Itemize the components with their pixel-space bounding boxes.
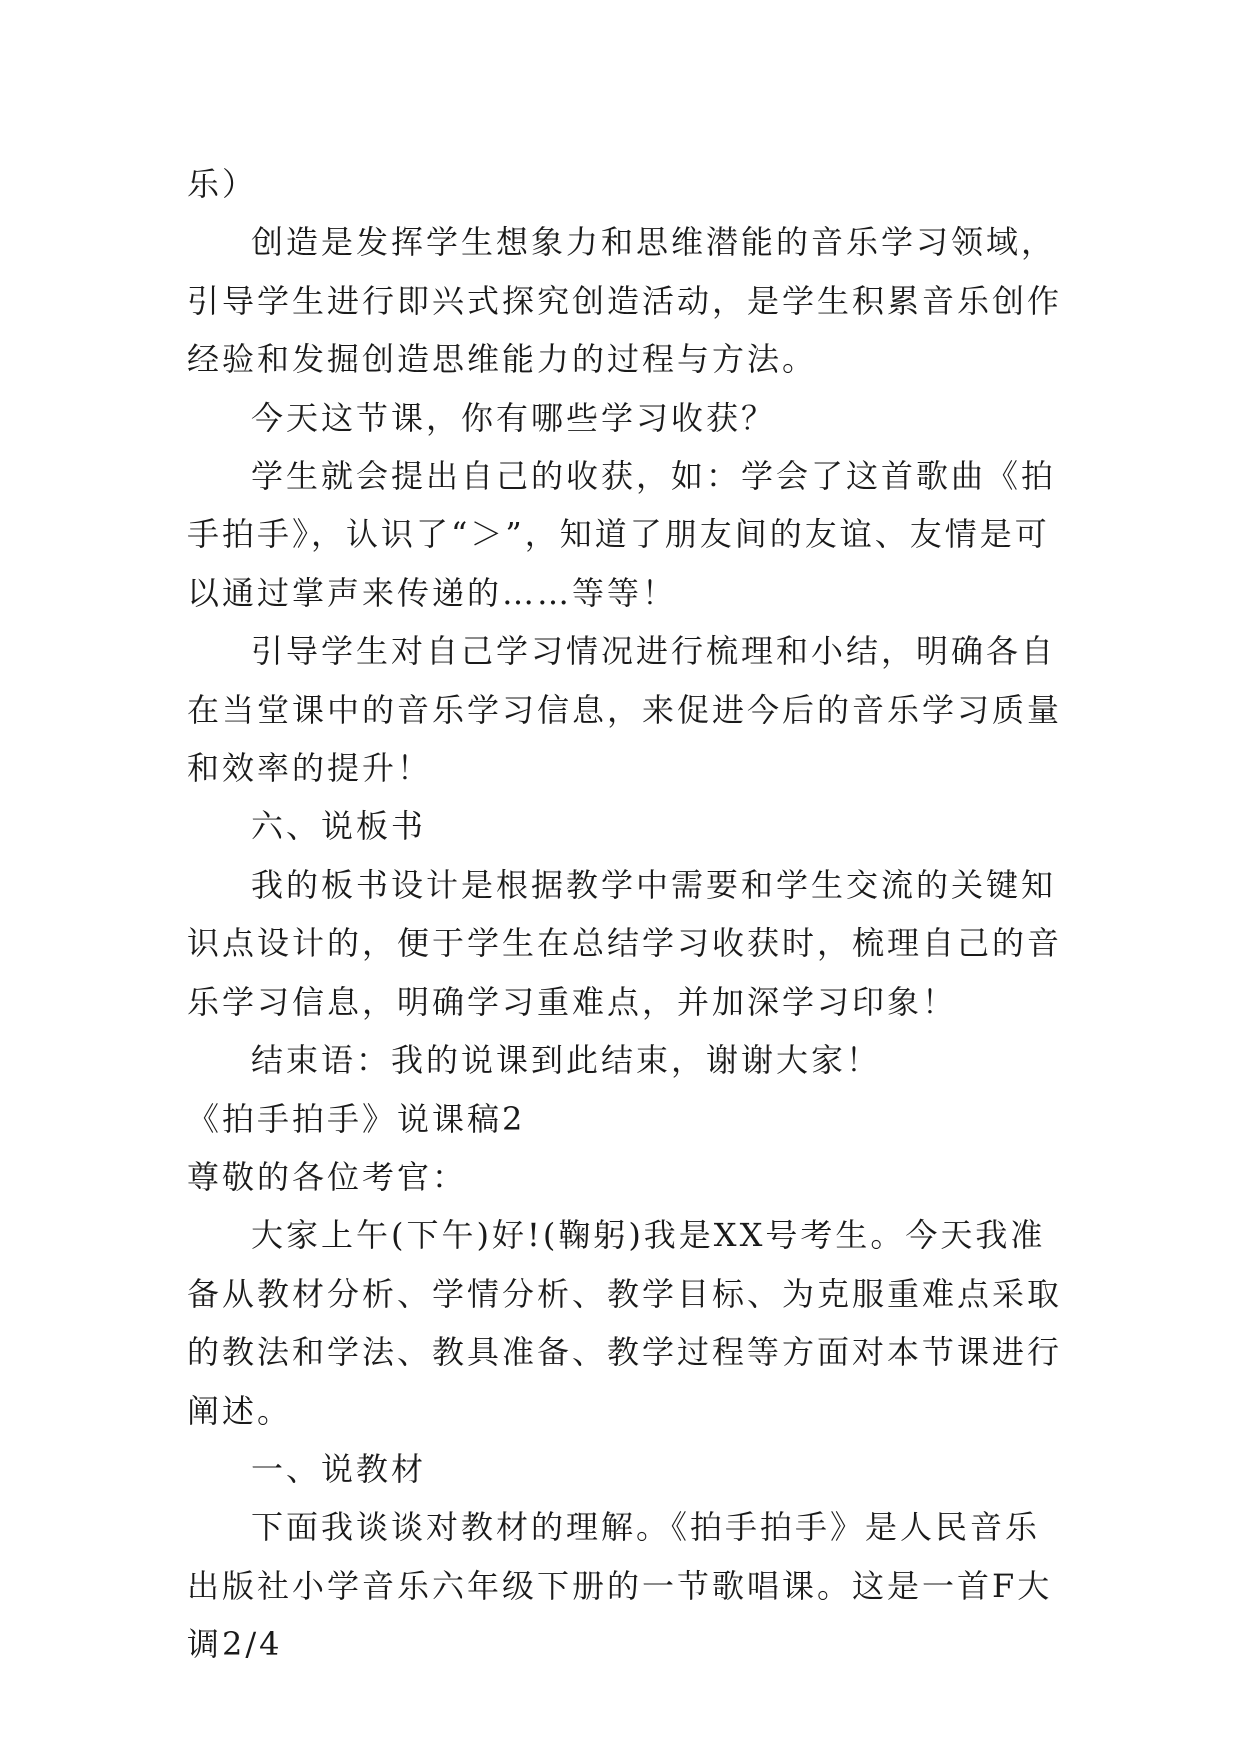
document-body xyxy=(187,155,1067,1674)
paragraph-summary-guidance: 引导学生对自己学习情况进行梳理和小结，明确各自在当堂课中的音乐学习信息，来促进今后的音乐学习质量和效率的提升！ xyxy=(187,632,1063,788)
section-heading-board-design: 六、说板书 xyxy=(251,807,427,846)
paragraph-introduction: 大家上午(下午)好!(鞠躬)我是XX号考生。今天我准备从教材分析、学情分析、教学目标、为克服重难点采取的教法和学法、教具准备、教学过程等方面对本节课进行阐述。 xyxy=(187,1216,1063,1430)
paragraph-board-design: 我的板书设计是根据教学中需要和学生交流的关键知识点设计的，便于学生在总结学习收获时，梳理自己的音乐学习信息，明确学习重难点，并加深学习印象！ xyxy=(187,865,1063,1021)
section-heading-textbook: 一、说教材 xyxy=(251,1449,427,1488)
paragraph-closing: 结束语：我的说课到此结束，谢谢大家！ xyxy=(251,1041,882,1080)
paragraph-continuation: 乐） xyxy=(187,165,258,203)
salutation: 尊敬的各位考官： xyxy=(187,1157,468,1196)
document-title: 《拍手拍手》说课稿2 xyxy=(187,1099,526,1138)
paragraph-creativity: 创造是发挥学生想象力和思维潜能的音乐学习领域，引导学生进行即兴式探究创造活动，是学生积累音乐创作经验和发掘创造思维能力的过程与方法。 xyxy=(187,223,1063,379)
paragraph-question: 今天这节课，你有哪些学习收获？ xyxy=(251,398,777,437)
paragraph-student-gains: 学生就会提出自己的收获，如：学会了这首歌曲《拍手拍手》，认识了“＞”，知道了朋友间的友谊、友情是可以通过掌声来传递的……等等！ xyxy=(187,457,1057,612)
paragraph-textbook: 下面我谈谈对教材的理解。《拍手拍手》是人民音乐出版社小学音乐六年级下册的一节歌唱课。这是一首F大调2/4 xyxy=(187,1508,1053,1664)
